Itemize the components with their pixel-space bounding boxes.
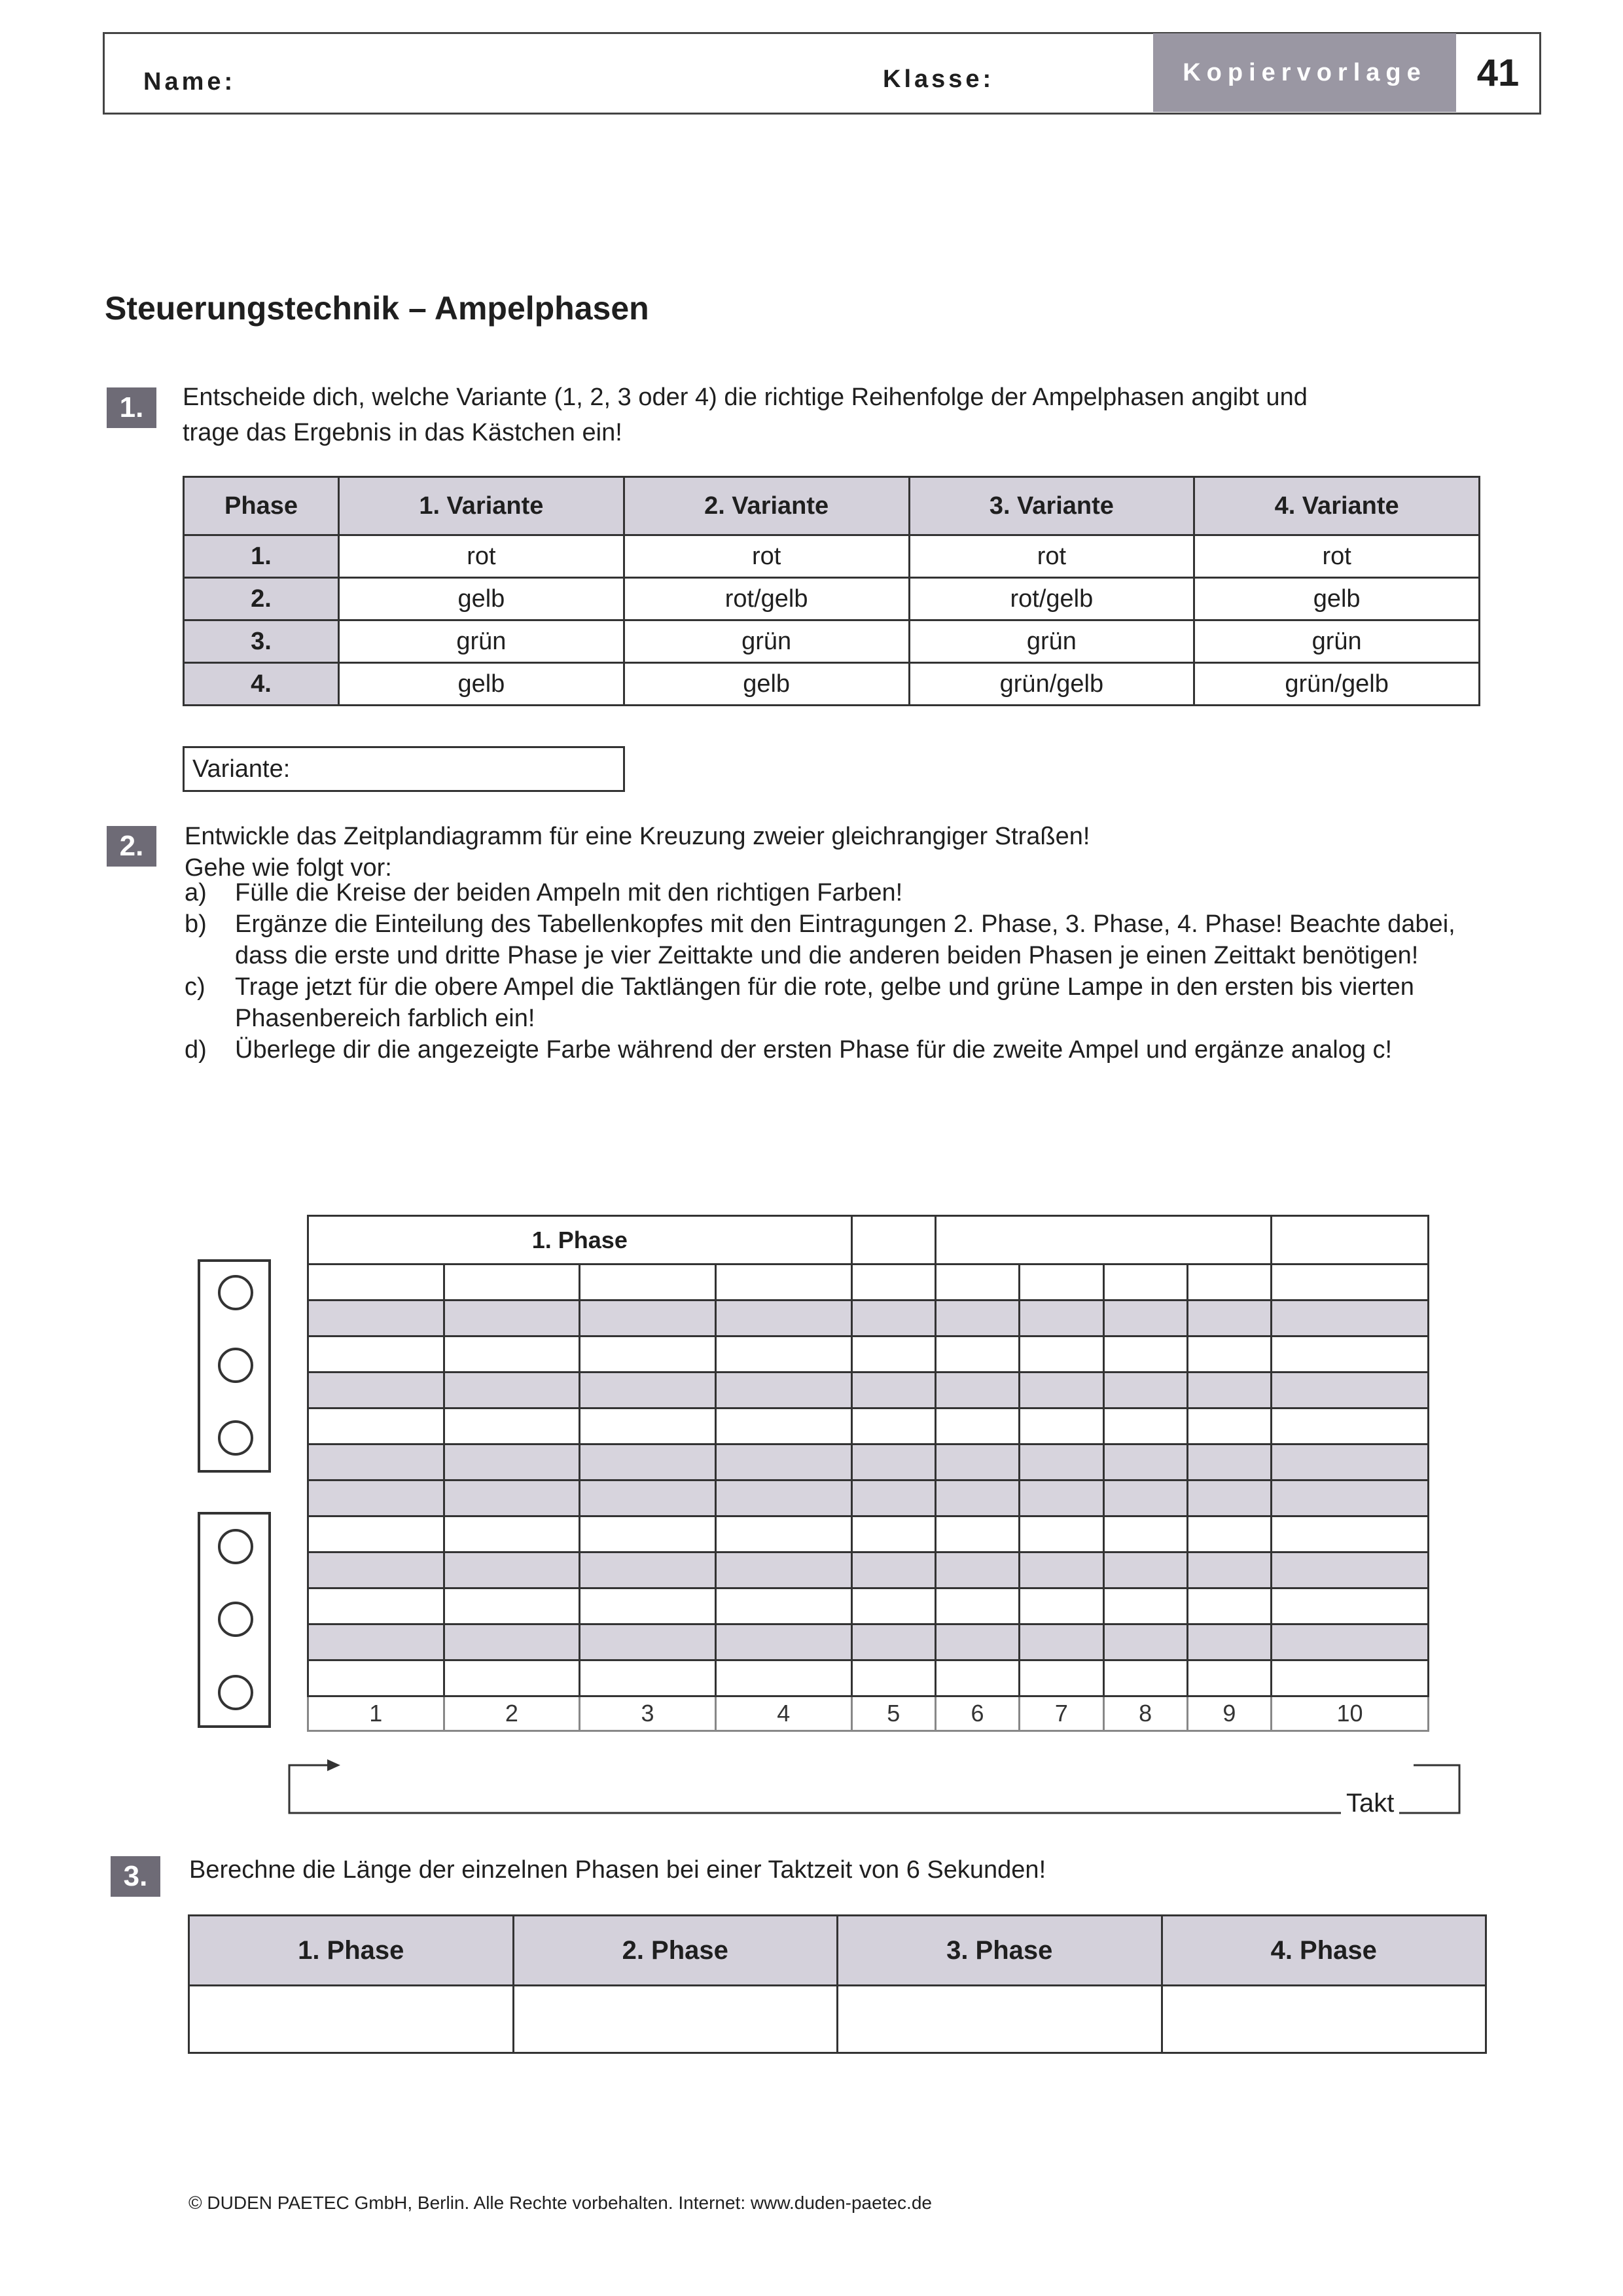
timing-cell[interactable] (444, 1336, 580, 1372)
variant-cell: grün (339, 620, 624, 663)
phase-3-header-cell[interactable] (935, 1216, 1271, 1265)
timing-cell[interactable] (1103, 1624, 1187, 1660)
timing-cell[interactable] (851, 1516, 935, 1552)
timing-cell[interactable] (1272, 1480, 1429, 1516)
timing-cell[interactable] (1187, 1265, 1271, 1300)
takt-number: 9 (1187, 1696, 1271, 1731)
timing-cell[interactable] (1187, 1552, 1271, 1588)
name-label: Name: (143, 68, 236, 96)
variant-cell: grün (1194, 620, 1480, 663)
timing-cell[interactable] (851, 1336, 935, 1372)
task-2-badge: 2. (107, 826, 156, 867)
timing-cell[interactable] (444, 1265, 580, 1300)
timing-cell[interactable] (935, 1265, 1019, 1300)
timing-cell[interactable] (580, 1408, 716, 1444)
timing-cell[interactable] (1103, 1552, 1187, 1588)
timing-cell[interactable] (1272, 1588, 1429, 1624)
traffic-light-2 (198, 1512, 271, 1728)
variant-cell: gelb (339, 663, 624, 706)
timing-cell[interactable] (935, 1444, 1019, 1480)
timing-cell[interactable] (1272, 1300, 1429, 1336)
variant-cell: rot (1194, 535, 1480, 578)
timing-cell[interactable] (935, 1336, 1019, 1372)
red-lamp-circle-2[interactable] (218, 1529, 253, 1564)
timing-cell[interactable] (1020, 1408, 1103, 1444)
col-header-variant-3: 3. Variante (909, 477, 1194, 535)
timing-cell[interactable] (1187, 1408, 1271, 1444)
timing-cell[interactable] (1020, 1516, 1103, 1552)
col-header-phase: Phase (184, 477, 339, 535)
takt-number: 7 (1020, 1696, 1103, 1731)
red-lamp-circle-1[interactable] (218, 1275, 253, 1310)
timing-cell[interactable] (444, 1624, 580, 1660)
yellow-lamp-circle-1[interactable] (218, 1348, 253, 1383)
timing-cell[interactable] (1187, 1588, 1271, 1624)
timing-cell[interactable] (580, 1588, 716, 1624)
task-2-intro-line1: Entwickle das Zeitplandiagramm für eine Kreuzung zweier gleichrangiger Straßen! (185, 823, 1090, 850)
timing-cell[interactable] (1272, 1516, 1429, 1552)
timing-cell[interactable] (715, 1336, 851, 1372)
timing-cell[interactable] (1187, 1660, 1271, 1696)
phase-cell: 3. (184, 620, 339, 663)
col-header-phase-1: 1. Phase (189, 1916, 514, 1986)
timing-cell[interactable] (715, 1444, 851, 1480)
timing-cell[interactable] (935, 1408, 1019, 1444)
timing-grid (307, 1215, 1429, 1732)
list-item (185, 908, 1511, 971)
phase-1-answer-cell[interactable] (189, 1986, 514, 2053)
timing-cell[interactable] (1020, 1588, 1103, 1624)
variant-cell: grün/gelb (909, 663, 1194, 706)
timing-cell[interactable] (444, 1480, 580, 1516)
phase-length-table (188, 1914, 1487, 2054)
timing-cell[interactable] (1103, 1660, 1187, 1696)
timing-cell[interactable] (851, 1372, 935, 1408)
variant-cell: rot (624, 535, 909, 578)
timing-cell[interactable] (308, 1660, 444, 1696)
timing-cell[interactable] (1272, 1444, 1429, 1480)
variant-cell: gelb (1194, 578, 1480, 620)
timing-cell[interactable] (1272, 1336, 1429, 1372)
variant-cell: gelb (339, 578, 624, 620)
timing-cell[interactable] (580, 1265, 716, 1300)
timing-cell[interactable] (715, 1265, 851, 1300)
timing-cell[interactable] (1103, 1372, 1187, 1408)
timing-cell[interactable] (935, 1588, 1019, 1624)
timing-cell[interactable] (715, 1516, 851, 1552)
timing-cell[interactable] (715, 1408, 851, 1444)
timing-cell[interactable] (851, 1300, 935, 1336)
timing-cell[interactable] (935, 1372, 1019, 1408)
timing-cell[interactable] (851, 1444, 935, 1480)
timing-cell[interactable] (1272, 1552, 1429, 1588)
table-row (308, 1588, 1429, 1624)
timing-cell[interactable] (1272, 1372, 1429, 1408)
table-row (308, 1444, 1429, 1480)
variant-cell: rot/gelb (624, 578, 909, 620)
task-3-badge: 3. (111, 1856, 160, 1897)
timing-cell[interactable] (715, 1588, 851, 1624)
timing-cell[interactable] (715, 1624, 851, 1660)
table-row (308, 1265, 1429, 1300)
task-2-intro-line2: Gehe wie folgt vor: (185, 854, 392, 882)
table-row (308, 1516, 1429, 1552)
timing-cell[interactable] (1103, 1444, 1187, 1480)
takt-number: 4 (715, 1696, 851, 1731)
timing-cell[interactable] (580, 1516, 716, 1552)
variant-cell: grün (909, 620, 1194, 663)
timing-cell[interactable] (1020, 1444, 1103, 1480)
phase-3-answer-cell[interactable] (838, 1986, 1162, 2053)
takt-number: 3 (580, 1696, 716, 1731)
step-letter: b) (185, 910, 207, 938)
table-row (308, 1336, 1429, 1372)
table-row (184, 620, 1480, 663)
task-2-steps (185, 877, 1511, 1066)
takt-arrow (281, 1741, 1472, 1820)
takt-number: 1 (308, 1696, 444, 1731)
timing-cell[interactable] (580, 1300, 716, 1336)
task-2-intro (185, 821, 1090, 884)
timing-cell[interactable] (308, 1372, 444, 1408)
step-text: Trage jetzt für die obere Ampel die Taktlängen für die rote, gelbe und grüne Lampe in den ersten bis vierten Phasenbereich farblich ein! (235, 973, 1414, 1032)
step-letter: a) (185, 879, 207, 906)
takt-number: 6 (935, 1696, 1019, 1731)
timing-cell[interactable] (935, 1624, 1019, 1660)
timing-cell[interactable] (715, 1480, 851, 1516)
copyright-footer: © DUDEN PAETEC GmbH, Berlin. Alle Rechte vorbehalten. Internet: www.duden-paetec.de (188, 2193, 932, 2213)
timing-cell[interactable] (1272, 1660, 1429, 1696)
variant-cell: grün (624, 620, 909, 663)
green-lamp-circle-1[interactable] (218, 1420, 253, 1456)
col-header-phase-2: 2. Phase (513, 1916, 838, 1986)
step-text: Ergänze die Einteilung des Tabellenkopfes mit den Eintragungen 2. Phase, 3. Phase, 4. Phase! Beachte dabei, dass die erste und dritte Phase je vier Zeittakte und die anderen beiden Phasen je einen Zeittakt benötigen! (235, 910, 1455, 969)
timing-cell[interactable] (1187, 1372, 1271, 1408)
table-row (184, 663, 1480, 706)
timing-cell[interactable] (1272, 1624, 1429, 1660)
timing-cell[interactable] (851, 1408, 935, 1444)
timing-cell[interactable] (935, 1516, 1019, 1552)
timing-cell[interactable] (308, 1336, 444, 1372)
timing-cell[interactable] (580, 1336, 716, 1372)
timing-cell[interactable] (1103, 1265, 1187, 1300)
phase-cell: 4. (184, 663, 339, 706)
timing-cell[interactable] (1020, 1300, 1103, 1336)
timing-cell[interactable] (1020, 1552, 1103, 1588)
timing-cell[interactable] (1187, 1480, 1271, 1516)
timing-cell[interactable] (444, 1660, 580, 1696)
task-1-text-line2: trage das Ergebnis in das Kästchen ein! (183, 419, 622, 446)
timing-cell[interactable] (715, 1372, 851, 1408)
step-letter: c) (185, 973, 205, 1001)
variant-cell: rot (339, 535, 624, 578)
table-row (308, 1408, 1429, 1444)
col-header-variant-4: 4. Variante (1194, 477, 1480, 535)
timing-cell[interactable] (308, 1516, 444, 1552)
timing-cell[interactable] (851, 1552, 935, 1588)
timing-cell[interactable] (444, 1588, 580, 1624)
timing-cell[interactable] (1272, 1408, 1429, 1444)
phase-4-answer-cell[interactable] (1162, 1986, 1486, 2053)
variante-answer-field[interactable] (183, 746, 625, 792)
timing-cell[interactable] (308, 1624, 444, 1660)
page-number: 41 (1476, 51, 1520, 94)
step-letter: d) (185, 1036, 207, 1064)
timing-cell[interactable] (308, 1408, 444, 1444)
takt-number-row (308, 1696, 1429, 1731)
timing-cell[interactable] (444, 1444, 580, 1480)
timing-cell[interactable] (308, 1552, 444, 1588)
timing-cell[interactable] (1020, 1480, 1103, 1516)
traffic-light-1 (198, 1259, 271, 1473)
green-lamp-circle-2[interactable] (218, 1675, 253, 1710)
table-row (308, 1552, 1429, 1588)
timing-cell[interactable] (580, 1552, 716, 1588)
timing-cell[interactable] (851, 1660, 935, 1696)
yellow-lamp-circle-2[interactable] (218, 1602, 253, 1637)
timing-cell[interactable] (935, 1660, 1019, 1696)
timing-cell[interactable] (1103, 1516, 1187, 1552)
table-row (308, 1300, 1429, 1336)
timing-cell[interactable] (1272, 1265, 1429, 1300)
timing-cell[interactable] (1020, 1336, 1103, 1372)
timing-cell[interactable] (1020, 1372, 1103, 1408)
phase-2-answer-cell[interactable] (513, 1986, 838, 2053)
table-header-row (189, 1916, 1486, 1986)
timing-cell[interactable] (851, 1480, 935, 1516)
timing-cell[interactable] (444, 1408, 580, 1444)
variant-cell: rot/gelb (909, 578, 1194, 620)
phase-cell: 2. (184, 578, 339, 620)
takt-number: 5 (851, 1696, 935, 1731)
timing-cell[interactable] (308, 1444, 444, 1480)
timing-cell[interactable] (1187, 1336, 1271, 1372)
table-row (184, 535, 1480, 578)
variant-cell: gelb (624, 663, 909, 706)
timing-cell[interactable] (580, 1444, 716, 1480)
timing-cell[interactable] (1020, 1624, 1103, 1660)
task-1-badge: 1. (107, 387, 156, 428)
timing-cell[interactable] (1187, 1300, 1271, 1336)
phase-1-header: 1. Phase (308, 1216, 852, 1265)
phase-2-header-cell[interactable] (851, 1216, 935, 1265)
list-item (185, 1034, 1511, 1066)
table-row (308, 1480, 1429, 1516)
timing-cell[interactable] (1187, 1444, 1271, 1480)
timing-cell[interactable] (935, 1300, 1019, 1336)
task-1-text-line1: Entscheide dich, welche Variante (1, 2, 3 oder 4) die richtige Reihenfolge der Ampelphasen angibt und (183, 384, 1308, 411)
timing-cell[interactable] (308, 1265, 444, 1300)
phase-4-header-cell[interactable] (1272, 1216, 1429, 1265)
step-text: Überlege dir die angezeigte Farbe während der ersten Phase für die zweite Ampel und ergänze analog c! (235, 1036, 1393, 1064)
timing-cell[interactable] (580, 1480, 716, 1516)
col-header-phase-4: 4. Phase (1162, 1916, 1486, 1986)
timing-cell[interactable] (580, 1624, 716, 1660)
timing-cell[interactable] (715, 1660, 851, 1696)
phase-cell: 1. (184, 535, 339, 578)
timing-cell[interactable] (1187, 1624, 1271, 1660)
timing-cell[interactable] (444, 1516, 580, 1552)
timing-cell[interactable] (580, 1372, 716, 1408)
timing-cell[interactable] (935, 1480, 1019, 1516)
timing-cell[interactable] (1103, 1336, 1187, 1372)
takt-number: 10 (1272, 1696, 1429, 1731)
timing-cell[interactable] (580, 1660, 716, 1696)
class-label: Klasse: (883, 65, 995, 93)
timing-cell[interactable] (851, 1265, 935, 1300)
timing-cell[interactable] (851, 1588, 935, 1624)
timing-cell[interactable] (1103, 1408, 1187, 1444)
takt-label: Takt (1341, 1789, 1399, 1818)
kopiervorlage-badge: Kopiervorlage (1153, 33, 1456, 112)
table-row (308, 1372, 1429, 1408)
timing-cell[interactable] (1187, 1516, 1271, 1552)
table-row (308, 1624, 1429, 1660)
table-row (308, 1660, 1429, 1696)
takt-number: 2 (444, 1696, 580, 1731)
col-header-variant-1: 1. Variante (339, 477, 624, 535)
page-title: Steuerungstechnik – Ampelphasen (105, 290, 649, 327)
variant-cell: rot (909, 535, 1194, 578)
timing-cell[interactable] (1103, 1480, 1187, 1516)
col-header-phase-3: 3. Phase (838, 1916, 1162, 1986)
task-1-text (183, 380, 1308, 450)
timing-cell[interactable] (935, 1552, 1019, 1588)
timing-cell[interactable] (1020, 1660, 1103, 1696)
table-row (184, 578, 1480, 620)
timing-cell[interactable] (715, 1552, 851, 1588)
phase-header-row (308, 1216, 1429, 1265)
timing-cell[interactable] (444, 1372, 580, 1408)
takt-number: 8 (1103, 1696, 1187, 1731)
list-item (185, 971, 1511, 1034)
timing-cell[interactable] (444, 1552, 580, 1588)
list-item (185, 877, 1511, 908)
variant-cell: grün/gelb (1194, 663, 1480, 706)
timing-cell[interactable] (308, 1480, 444, 1516)
task-3-text: Berechne die Länge der einzelnen Phasen bei einer Taktzeit von 6 Sekunden! (189, 1856, 1046, 1884)
variante-label: Variante: (192, 755, 291, 783)
col-header-variant-2: 2. Variante (624, 477, 909, 535)
timing-cell[interactable] (1103, 1588, 1187, 1624)
timing-cell[interactable] (308, 1588, 444, 1624)
table-header-row (184, 477, 1480, 535)
timing-cell[interactable] (444, 1300, 580, 1336)
timing-cell[interactable] (1020, 1265, 1103, 1300)
step-text: Fülle die Kreise der beiden Ampeln mit den richtigen Farben! (235, 879, 903, 906)
timing-cell[interactable] (715, 1300, 851, 1336)
timing-diagram (307, 1215, 1429, 1727)
timing-cell[interactable] (308, 1300, 444, 1336)
timing-cell[interactable] (1103, 1300, 1187, 1336)
phase-variants-table (183, 476, 1480, 706)
timing-cell[interactable] (851, 1624, 935, 1660)
table-row (189, 1986, 1486, 2053)
